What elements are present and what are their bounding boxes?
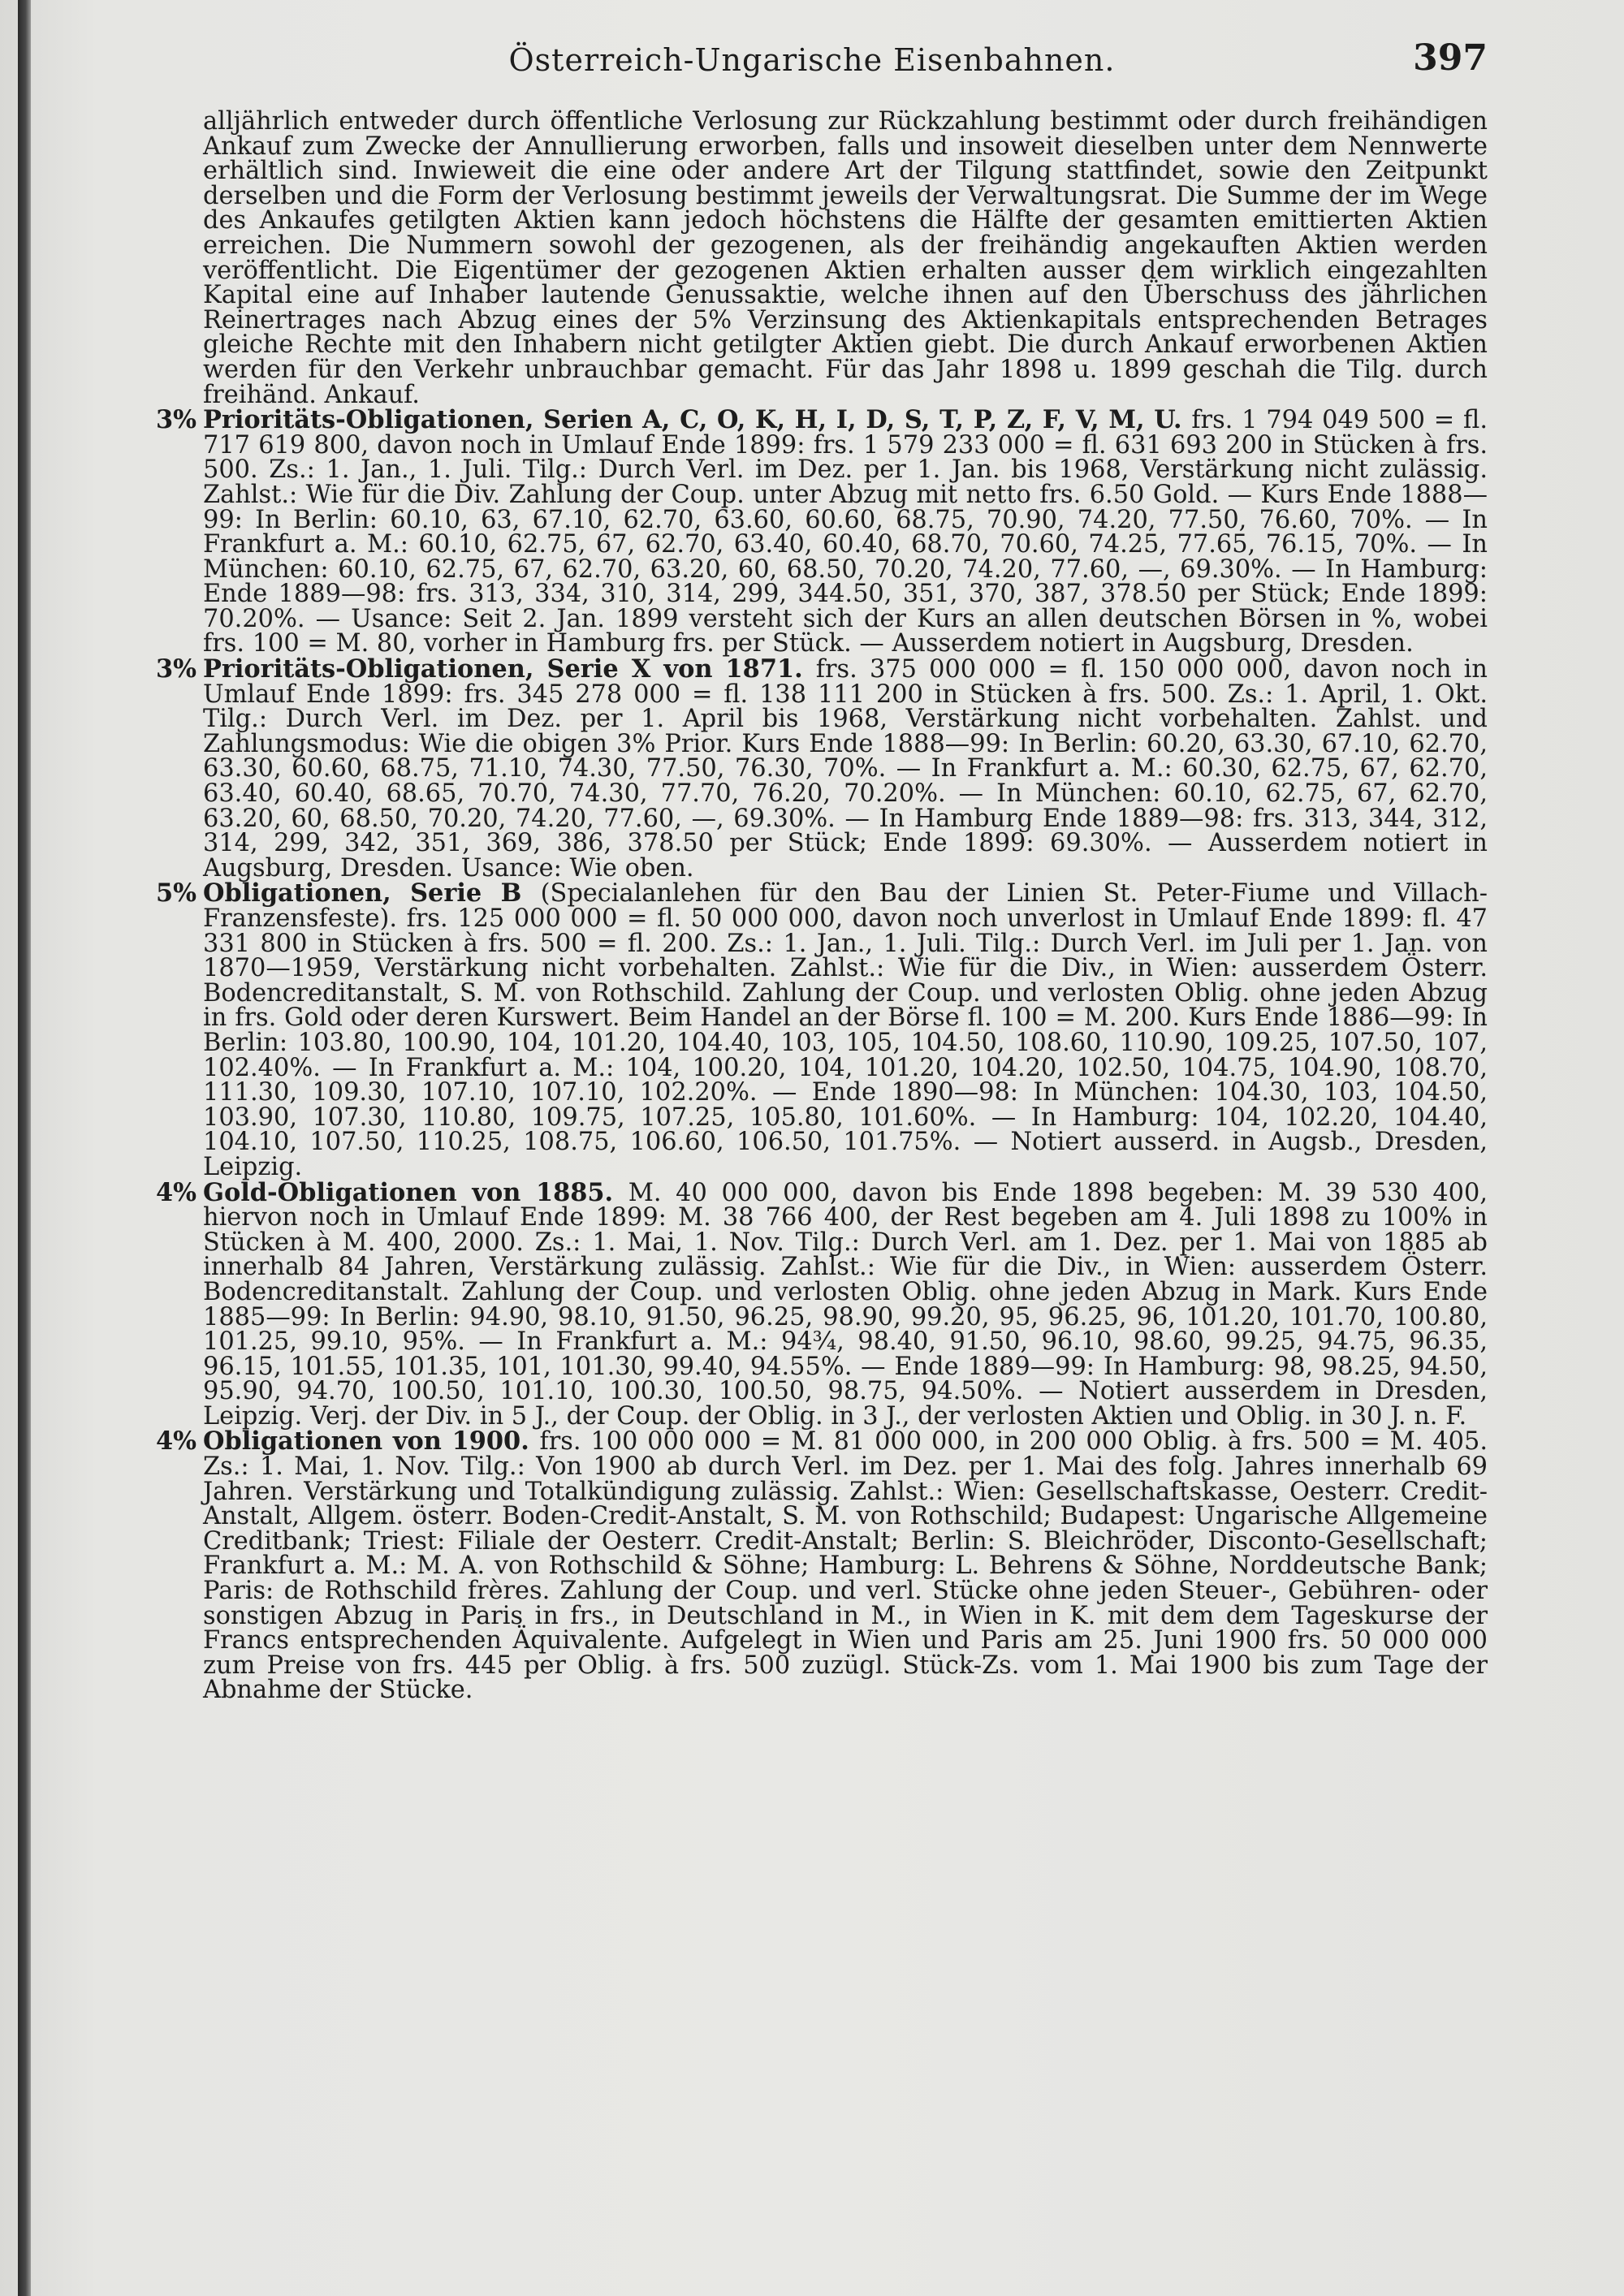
interest-rate: 3%	[155, 654, 197, 684]
page-body	[155, 107, 1488, 1705]
entry-obligationen-serie-b	[155, 878, 1488, 1181]
page-number: 397	[1413, 37, 1488, 79]
entry-text: frs. 375 000 000 = fl. 150 000 000, davon noch in Umlauf Ende 1899: frs. 345 278 000 = fl. 138 111 200 in Stücken à frs. 500. Zs.: 1. April, 1. Okt. Tilg.: Durch Verl. im Dez. per 1. April bis 1968, Verstärkung nicht vorbehalten. Zahlst. und Zahlungsmodus: Wie die obigen 3% Prior. Kurs Ende 1888—99: In Berlin: 60.20, 63.30, 67.10, 62.70, 63.30, 60.60, 68.75, 71.10, 74.30, 77.50, 76.30, 70%. — In Frankfurt a. M.: 60.30, 62.75, 67, 62.70, 63.40, 60.40, 68.65, 70.70, 74.30, 77.70, 76.20, 70.20%. — In München: 60.10, 62.75, 67, 62.70, 63.20, 60, 68.50, 70.20, 74.20, 77.60, —, 69.30%. — In Hamburg Ende 1889—98: frs. 313, 344, 312, 314, 299, 342, 351, 369, 386, 378.50 per Stück; Ende 1899: 69.30%. — Ausserdem notiert in Augsburg, Dresden. Usance: Wie oben.	[203, 655, 1488, 883]
entry-heading: Obligationen von 1900.	[203, 1426, 540, 1457]
page-title: Österreich-Ungarische Eisenbahnen.	[508, 42, 1116, 78]
interest-rate: 4%	[155, 1177, 197, 1207]
entry-text: frs. 1 794 049 500 = fl. 717 619 800, davon noch in Umlauf Ende 1899: frs. 1 579 233 000 = fl. 631 693 200 in Stücken à frs. 500. Zs.: 1. Jan., 1. Juli. Tilg.: Durch Verl. im Dez. per 1. Jan. bis 1968, Verstärkung nicht zulässig. Zahlst.: Wie für die Div. Zahlung der Coup. unter Abzug mit netto frs. 6.50 Gold. — Kurs Ende 1888—99: In Berlin: 60.10, 63, 67.10, 62.70, 63.60, 60.60, 68.75, 70.90, 74.20, 77.50, 76.60, 70%. — In Frankfurt a. M.: 60.10, 62.75, 67, 62.70, 63.40, 60.40, 68.70, 70.60, 74.25, 77.65, 76.15, 70%. — In München: 60.10, 62.75, 67, 62.70, 63.20, 60, 68.50, 70.20, 74.20, 77.60, —, 69.30%. — In Hamburg: Ende 1889—98: frs. 313, 334, 310, 314, 299, 344.50, 351, 370, 387, 378.50 per Stück; Ende 1899: 70.20%. — Usance: Seit 2. Jan. 1899 versteht sich der Kurs an allen deutschen Börsen in %, wobei frs. 100 = M. 80, vorher in Hamburg frs. per Stück. — Ausserdem notiert in Augsburg, Dresden.	[203, 406, 1488, 658]
book-spine-shadow	[18, 0, 31, 2296]
entry-prioritaets-obligationen-serie-x	[155, 654, 1488, 883]
interest-rate: 3%	[155, 405, 197, 435]
entry-text: M. 40 000 000, davon bis Ende 1898 begeben: M. 39 530 400, hiervon noch in Umlauf Ende 1899: M. 38 766 400, der Rest begeben am 4. Juli 1898 zu 100% in Stücken à M. 400, 2000. Zs.: 1. Mai, 1. Nov. Tilg.: Durch Verl. am 1. Dez. per 1. Mai von 1885 ab innerhalb 84 Jahren, Verstärkung zulässig. Zahlst.: Wie für die Div., in Wien: ausserdem Österr. Bodencreditanstalt. Zahlung der Coup. und verlosten Oblig. ohne jeden Abzug in Mark. Kurs Ende 1885—99: In Berlin: 94.90, 98.10, 91.50, 96.25, 98.90, 99.20, 95, 96.25, 96, 101.20, 101.70, 100.80, 101.25, 99.10, 95%. — In Frankfurt a. M.: 94¾, 98.40, 91.50, 96.10, 98.60, 99.25, 94.75, 96.35, 96.15, 101.55, 101.35, 101, 101.30, 99.40, 94.55%. — Ende 1889—99: In Hamburg: 98, 98.25, 94.50, 95.90, 94.70, 100.50, 101.10, 100.30, 100.50, 98.75, 94.50%. — Notiert ausserdem in Dresden, Leipzig. Verj. der Div. in 5 J., der Coup. der Oblig. in 3 J., der verlosten Aktien und Oblig. in 30 J. n. F.	[203, 1178, 1488, 1431]
entry-text: frs. 100 000 000 = M. 81 000 000, in 200 000 Oblig. à frs. 500 = M. 405. Zs.: 1. Mai, 1. Nov. Tilg.: Von 1900 ab durch Verl. im Dez. per 1. Mai des folg. Jahres innerhalb 69 Jahren. Verstärkung und Totalkündigung zulässig. Zahlst.: Wien: Gesellschaftskasse, Oesterr. Credit-Anstalt, Allgem. österr. Boden-Credit-Anstalt, S. M. von Rothschild; Budapest: Ungarische Allgemeine Creditbank; Triest: Filiale der Oesterr. Credit-Anstalt; Berlin: S. Bleichröder, Disconto-Gesellschaft; Frankfurt a. M.: M. A. von Rothschild & Söhne; Hamburg: L. Behrens & Söhne, Norddeutsche Bank; Paris: de Rothschild frères. Zahlung der Coup. und verl. Stücke ohne jeden Steuer-, Gebühren- oder sonstigen Abzug in Paris in frs., in Deutschland in M., in Wien in K. mit dem dem Tageskurse der Francs entsprechenden Äquivalente. Aufgelegt in Wien und Paris am 25. Juni 1900 frs. 50 000 000 zum Preise von frs. 445 per Oblig. à frs. 500 zuzügl. Stück-Zs. vom 1. Mai 1900 bis zum Tage der Abnahme der Stücke.	[203, 1427, 1488, 1705]
running-header	[0, 37, 1624, 86]
intro-paragraph: alljährlich entweder durch öffentliche Verlosung zur Rückzahlung bestimmt oder durch freihändigen Ankauf zum Zwecke der Annullierung erworben, falls und insoweit dieselben unter dem Nennwerte erhältlich sind. Inwieweit die eine oder andere Art der Tilgung stattfindet, sowie den Zeitpunkt derselben und die Form der Verlosung bestimmt jeweils der Verwaltungsrat. Die Summe der im Wege des Ankaufes getilgten Aktien kann jedoch höchstens die Hälfte der gesamten emittierten Aktien erreichen. Die Nummern sowohl der gezogenen, als der freihändig angekauften Aktien werden veröffentlicht. Die Eigentümer der gezogenen Aktien erhalten ausser dem wirklich eingezahlten Kapital eine auf Inhaber lautende Genussaktie, welche ihnen auf den Überschuss des jährlichen Reinertrages nach Abzug eines der 5% Verzinsung des Aktienkapitals entsprechenden Betrages gleiche Rechte mit den Inhabern nicht getilgter Aktien giebt. Die durch Ankauf erworbenen Aktien werden für den Verkehr unbrauchbar gemacht. Für das Jahr 1898 u. 1899 geschah die Tilg. durch freihänd. Ankauf.	[203, 107, 1488, 409]
entry-heading: Obligationen, Serie B	[203, 878, 541, 908]
entry-heading: Gold-Obligationen von 1885.	[203, 1177, 628, 1207]
interest-rate: 5%	[155, 878, 197, 908]
entry-gold-obligationen-1885	[155, 1177, 1488, 1431]
entry-heading: Prioritäts-Obligationen, Serie X von 1871.	[203, 654, 816, 684]
entry-text: (Specialanlehen für den Bau der Linien St. Peter-Fiume und Villach-Franzensfeste). frs. 125 000 000 = fl. 50 000 000, davon noch unverlost in Umlauf Ende 1899: fl. 47 331 800 in Stücken à frs. 500 = fl. 200. Zs.: 1. Jan., 1. Juli. Tilg.: Durch Verl. im Juli per 1. Jan. von 1870—1959, Verstärkung nicht vorbehalten. Zahlst.: Wie für die Div., in Wien: ausserdem Österr. Bodencreditanstalt, S. M. von Rothschild. Zahlung der Coup. und verlosten Oblig. ohne jeden Abzug in frs. Gold oder deren Kurswert. Beim Handel an der Börse fl. 100 = M. 200. Kurs Ende 1886—99: In Berlin: 103.80, 100.90, 104, 101.20, 104.40, 103, 105, 104.50, 108.60, 110.90, 109.25, 107.50, 107, 102.40%. — In Frankfurt a. M.: 104, 100.20, 104, 101.20, 104.20, 102.50, 104.75, 104.90, 108.70, 111.30, 109.30, 107.10, 107.10, 102.20%. — Ende 1890—98: In München: 104.30, 103, 104.50, 103.90, 107.30, 110.80, 109.75, 107.25, 105.80, 101.60%. — In Hamburg: 104, 102.20, 104.40, 104.10, 107.50, 110.25, 108.75, 106.60, 106.50, 101.75%. — Notiert ausserd. in Augsb., Dresden, Leipzig.	[203, 879, 1488, 1181]
entry-obligationen-1900	[155, 1426, 1488, 1705]
interest-rate: 4%	[155, 1426, 197, 1457]
entry-heading: Prioritäts-Obligationen, Serien A, C, O, K, H, I, D, S, T, P, Z, F, V, M, U.	[203, 405, 1192, 435]
entry-prioritaets-obligationen-serien	[155, 405, 1488, 658]
